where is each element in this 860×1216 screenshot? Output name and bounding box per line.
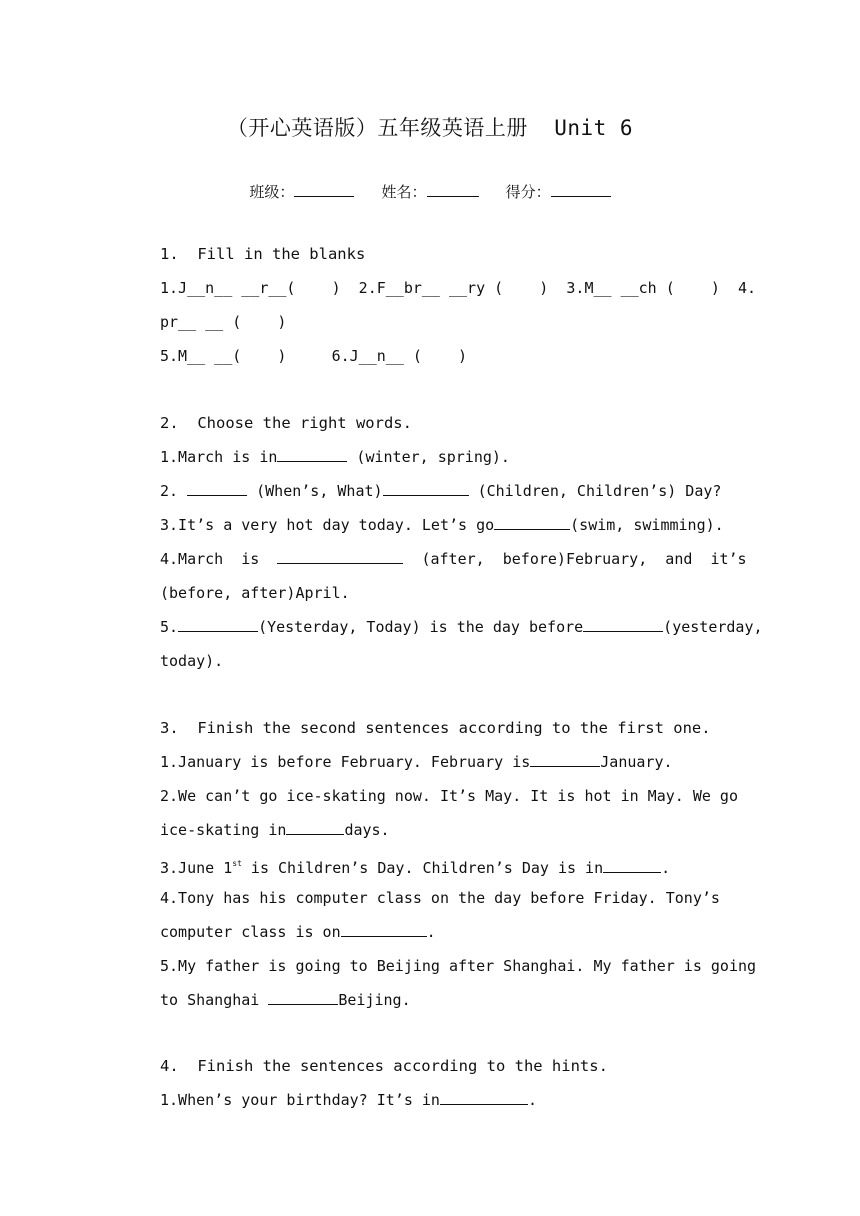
section3-heading: 3. Finish the second sentences according to the first one. — [160, 719, 711, 737]
q-text: (winter, spring). — [347, 448, 510, 466]
section3-q4-line2 — [160, 922, 732, 942]
answer-blank — [530, 752, 600, 767]
q-text: (When’s, What) — [247, 482, 383, 500]
q-text: Beijing. — [338, 991, 411, 1009]
section3-q2-line1: 2.We can’t go ice-skating now. It’s May. It is hot in May. We go — [160, 787, 738, 805]
section4-heading: 4. Finish the sentences according to the hints. — [160, 1057, 608, 1075]
q-text: ice-skating in — [160, 821, 287, 839]
page-title: （开心英语版）五年级英语上册 Unit 6 — [226, 116, 634, 140]
answer-blank — [277, 447, 347, 462]
q-text: days. — [344, 821, 390, 839]
q-text: January. — [600, 753, 673, 771]
section4-q1 — [160, 1090, 732, 1110]
ordinal-superscript: st — [232, 859, 242, 868]
answer-blank — [341, 922, 427, 937]
q-text: is Children’s Day. Children’s Day is in — [241, 859, 604, 877]
section3-q1 — [160, 752, 732, 772]
section2-q5 — [160, 617, 763, 637]
answer-blank — [494, 515, 570, 530]
q-text: computer class is on — [160, 923, 341, 941]
q-text: . — [426, 923, 436, 941]
q-text: 3.It’s a very hot day today. Let’s go — [160, 516, 495, 534]
section2-q2 — [160, 481, 732, 501]
section2-q4-cont: (before, after)April. — [160, 584, 350, 602]
section3-q5-line2 — [160, 990, 732, 1010]
section3-q3 — [160, 854, 732, 877]
answer-blank — [277, 549, 403, 564]
q-text: (Yesterday, Today) is the day before — [258, 618, 584, 636]
name-blank — [427, 182, 479, 197]
section2-q3 — [160, 515, 732, 535]
section2-q1 — [160, 447, 732, 467]
answer-blank — [583, 617, 663, 632]
answer-blank — [286, 820, 344, 835]
q-text: 1.January is before February. February is — [160, 753, 531, 771]
q-text: (swim, swimming). — [570, 516, 724, 534]
class-blank — [294, 182, 354, 197]
section3-q2-line2 — [160, 820, 732, 840]
section1-line3: 5.M__ __( ) 6.J__n__ ( ) — [160, 347, 468, 365]
section3-q4-line1: 4.Tony has his computer class on the day before Friday. Tony’s — [160, 889, 720, 907]
name-label: 姓名： — [381, 183, 427, 201]
answer-blank — [383, 481, 469, 496]
answer-blank — [440, 1090, 528, 1105]
q-text: 1.March is in — [160, 448, 278, 466]
section2-q5-cont: today). — [160, 652, 224, 670]
section2-heading: 2. Choose the right words. — [160, 414, 412, 432]
q-text: 2. — [160, 482, 188, 500]
class-label: 班级： — [249, 183, 295, 201]
q-text: 3.June 1 — [160, 859, 233, 877]
q-text: 4.March is — [160, 550, 260, 568]
answer-blank — [268, 990, 338, 1005]
q-text: . — [527, 1091, 537, 1109]
q-text: 5. — [160, 618, 179, 636]
q-text: (Children, Children’s) Day? — [468, 482, 722, 500]
q-text: (yesterday, — [663, 618, 763, 636]
score-blank — [551, 182, 611, 197]
section1-line2: pr__ __ ( ) — [160, 313, 287, 331]
answer-blank — [603, 858, 661, 873]
answer-blank — [187, 481, 247, 496]
q-text: . — [661, 859, 671, 877]
q-text: to Shanghai — [160, 991, 269, 1009]
section2-q4 — [160, 549, 747, 569]
q-text: 1.When’s your birthday? It’s in — [160, 1091, 440, 1109]
student-info-row — [0, 181, 860, 202]
section1-heading: 1. Fill in the blanks — [160, 245, 366, 263]
q-text: (after, before)February, and it’s — [421, 550, 747, 568]
answer-blank — [178, 617, 258, 632]
section1-line1: 1.J__n__ __r__( ) 2.F__br__ __ry ( ) 3.M__ __ch ( ) 4. — [160, 279, 757, 297]
score-label: 得分： — [505, 183, 551, 201]
section3-q5-line1: 5.My father is going to Beijing after Shanghai. My father is going — [160, 957, 757, 975]
